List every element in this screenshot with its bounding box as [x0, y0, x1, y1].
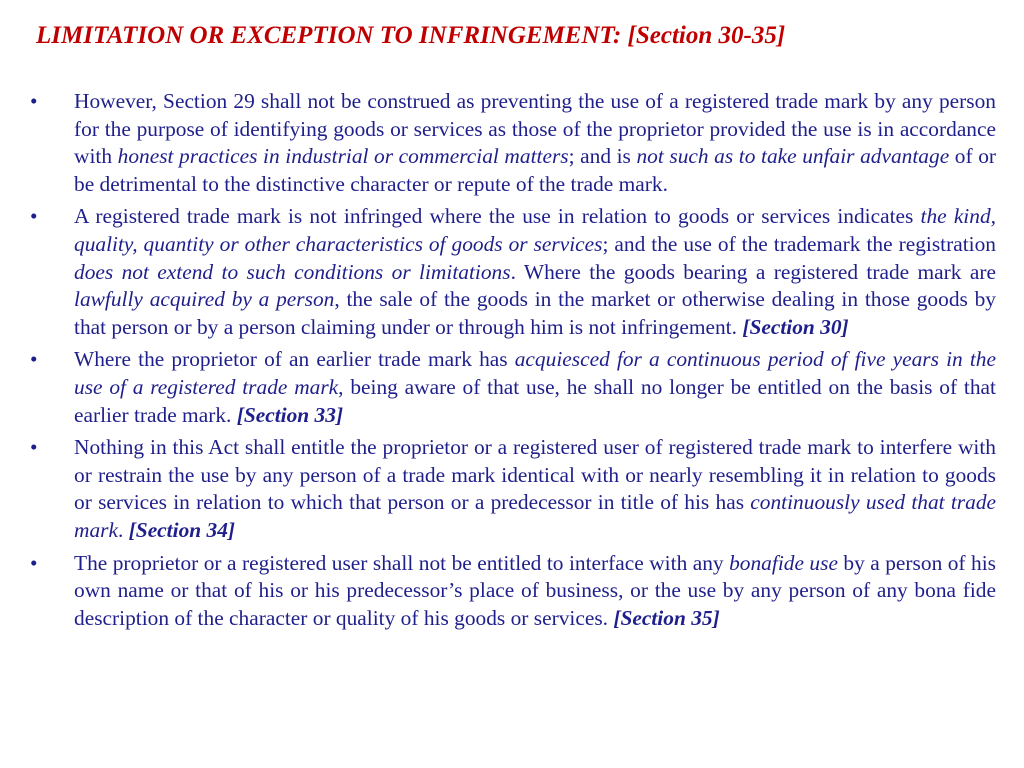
- section-reference: [Section 30]: [742, 314, 849, 339]
- bullet-item-section-35: [30, 550, 996, 633]
- bullet-icon: •: [30, 347, 38, 372]
- bullet-text: Where the proprietor of an earlier trade mark has: [74, 347, 515, 372]
- bullet-emphasis: lawfully acquired by a person: [74, 287, 335, 312]
- bullet-text: by a person of his own name or that of his or his predecessor’s place of business, or the use by any person of any bona fide description of the character or quality of his goods or services.: [74, 550, 996, 630]
- bullet-emphasis: continuously used that trade mark: [74, 490, 997, 542]
- bullet-text: . Where the goods bearing a registered trade mark are: [510, 259, 996, 284]
- bullet-list: [30, 88, 996, 637]
- bullet-text: Nothing in this Act shall entitle the proprietor or a registered user of registered trade mark to interfere with or restrain the use by any person of a trade mark identical with or nearly resembling it in relation to goods or services in relation to which that person or a predecessor in title of his has: [74, 435, 996, 515]
- bullet-text: The proprietor or a registered user shall not be entitled to interface with any: [74, 550, 730, 575]
- bullet-emphasis: does not extend to such conditions or limitations: [74, 259, 511, 284]
- bullet-item-section-34: [30, 434, 996, 544]
- bullet-text: .: [117, 517, 129, 542]
- bullet-text: A registered trade mark is not infringed where the use in relation to goods or services indicates: [74, 204, 921, 229]
- bullet-text: ; and is: [568, 144, 637, 169]
- bullet-emphasis: the kind, quality, quantity or other characteristics of goods or services: [74, 204, 996, 256]
- bullet-icon: •: [30, 435, 38, 460]
- bullet-emphasis: not such as to take unfair advantage: [636, 144, 950, 169]
- bullet-text: of or be detrimental to the distinctive character or repute of the trade mark.: [74, 144, 997, 196]
- bullet-text: However, Section 29 shall not be construed as preventing the use of a registered trade mark by any person for the purpose of identifying goods or services as those of the proprietor provided the use is in accordance with: [74, 89, 996, 169]
- bullet-emphasis: bonafide use: [729, 550, 838, 575]
- bullet-emphasis: acquiesced for a continuous period of five years in the use of a registered trade mark: [74, 347, 996, 399]
- bullet-item-section-30: [30, 203, 996, 341]
- bullet-text: , the sale of the goods in the market or otherwise dealing in those goods by that person or by a person claiming under or through him is not infringement.: [74, 287, 996, 339]
- bullet-icon: •: [30, 204, 38, 229]
- section-reference: [Section 33]: [236, 402, 344, 427]
- section-reference: [Section 34]: [128, 517, 236, 542]
- bullet-emphasis: honest practices in industrial or commercial matters: [117, 144, 569, 169]
- bullet-item-section-33: [30, 346, 996, 429]
- bullet-text: ; and the use of the trademark the registration: [602, 231, 996, 256]
- bullet-item-section-30-fair-use: [30, 88, 996, 198]
- section-reference: [Section 35]: [613, 605, 720, 630]
- bullet-text: , being aware of that use, he shall no longer be entitled on the basis of that earlier trade mark.: [74, 374, 996, 427]
- bullet-icon: •: [30, 89, 38, 113]
- slide-title: LIMITATION OR EXCEPTION TO INFRINGEMENT: [Section 30-35]: [36, 22, 786, 49]
- bullet-icon: •: [30, 550, 38, 575]
